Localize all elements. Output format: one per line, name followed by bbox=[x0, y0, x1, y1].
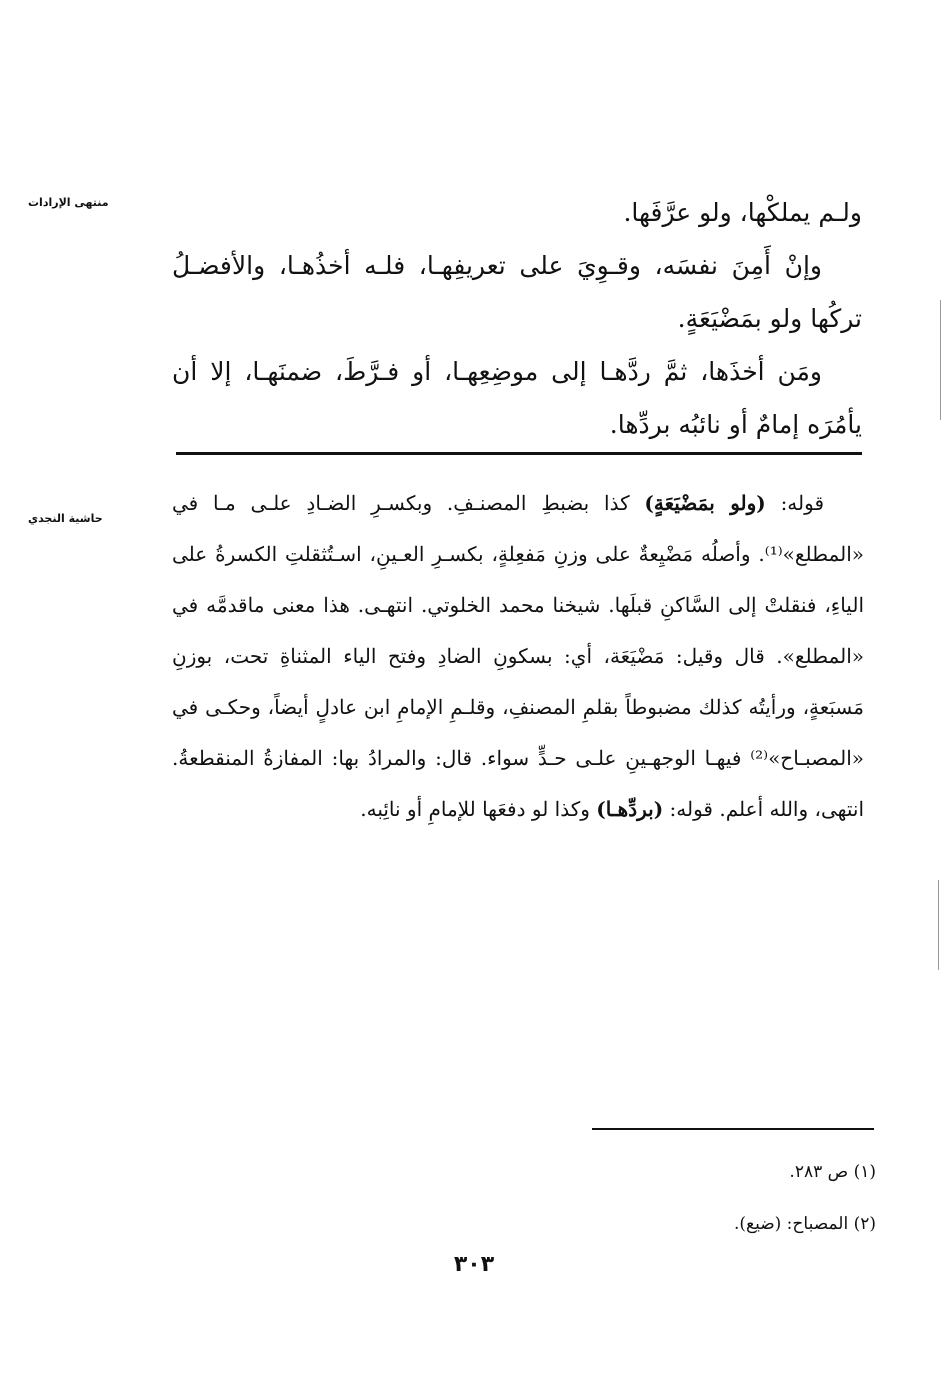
scan-edge-mark bbox=[940, 300, 941, 420]
commentary-block bbox=[172, 478, 864, 835]
scan-edge-mark bbox=[938, 880, 939, 970]
main-paragraph: وإنْ أَمِنَ نفسَه، وقـوِيَ على تعريفِهـا، فلـه أخذُهـا، والأفضـلُ تركُها ولو بمَضْيَعَةٍ. bbox=[172, 251, 862, 333]
commentary-term: (بردِّهـا) bbox=[596, 797, 664, 821]
commentary-body: كذا بضبطِ المصنـفِ. وبكسـرِ الضـادِ علـى مـا في «المطلع»⁽¹⁾. وأصلُه مَضْيِعةٌ على وزنِ مَفعِلةٍ، بكسـرِ العـينِ، اسـتُثقلتِ الكسرةُ على الياءِ، فنقلتْ إلى السَّاكنِ قبلَها. شيخنا محمد الخلوتي. انتهـى. هذا معنى ماقدمَّه في «المطلع». قال وقيل: مَضْيَعَة، أي: بسكونِ الضادِ وفتح الياء المثناةِ تحت، بوزنِ مَسبَعةٍ، ورأيتُه كذلك مضبوطاً بقلمِ المصنفِ، وقلـمِ الإمامِ ابن عادلٍ أيضاً، وحكـى في «المصبـاح»⁽²⁾ فيهـا الوجهـينِ علـى حـدٍّ سواء. قال: والمرادُ بها: المفازةُ المنقطعةُ. انتهى، والله أعلم. قوله: bbox=[172, 491, 864, 821]
main-paragraph: ولـم يملكْها، ولو عرَّفَها. bbox=[623, 198, 862, 227]
commentary-lead: قوله: bbox=[780, 491, 825, 515]
section-divider bbox=[176, 452, 862, 455]
running-header-label: منتهى الإرادات bbox=[28, 196, 109, 209]
footnote: (١) ص ٢٨٣. bbox=[789, 1162, 876, 1182]
footnote: (٢) المصباح: (ضيع). bbox=[734, 1214, 876, 1234]
commentary-tail: وكذا لو دفعَها للإمامِ أو نائِبه. bbox=[360, 797, 590, 821]
commentary-term: (ولو بمَضْيَعَةٍ) bbox=[644, 491, 766, 515]
commentary-paragraph bbox=[172, 478, 864, 835]
main-paragraph: ومَن أخذَها، ثمَّ ردَّهـا إلى موضِعِهـا، أو فـرَّطَ، ضمنَهـا، إلا أن يأمُرَه إمامٌ أو نائبُه بردِّها. bbox=[172, 357, 862, 439]
footnote-divider bbox=[592, 1128, 874, 1130]
page-number: ٣٠٣ bbox=[453, 1252, 495, 1277]
commentary-label: حاشية النجدي bbox=[28, 512, 103, 525]
footnotes bbox=[500, 1146, 876, 1250]
main-text-block bbox=[172, 186, 862, 451]
